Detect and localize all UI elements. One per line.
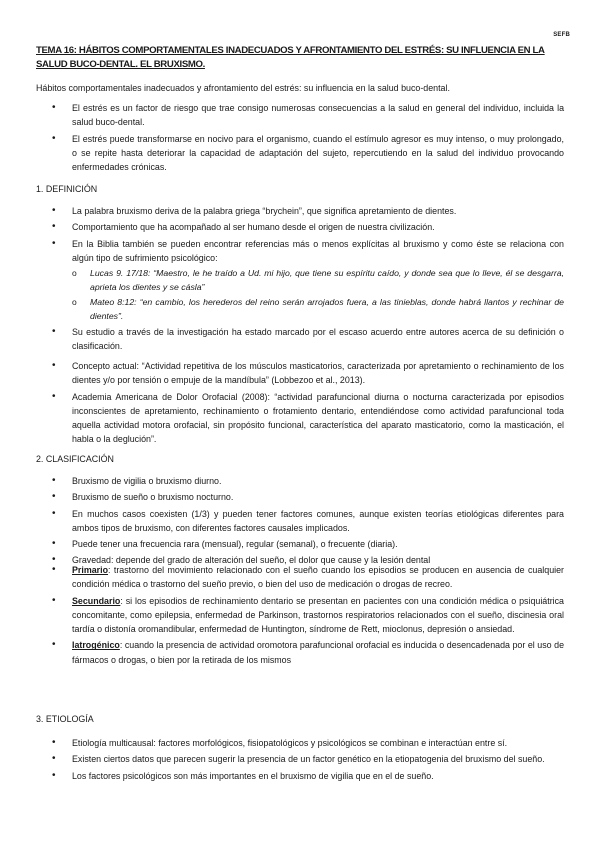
section-heading-definicion: 1. DEFINICIÓN — [36, 184, 98, 194]
list-item — [36, 594, 564, 637]
list-item: • En muchos casos coexisten (1/3) y pueden tener factores comunes, aunque existen teorías etiológicas diferentes para ambos tipos de bruxismo, con diferentes factores causales implicados. — [36, 507, 564, 536]
list-item: • El estrés puede transformarse en nocivo para el organismo, cuando el estímulo agresor es muy intenso, o muy prolongado, o se repite hasta deteriorar la capacidad de adaptación del sujeto, repercutiendo en la salud del individuo provocando enfermedades crónicas. — [36, 132, 564, 175]
section-heading-etiologia: 3. ETIOLOGÍA — [36, 714, 94, 724]
intro-paragraph: Hábitos comportamentales inadecuados y afrontamiento del estrés: su influencia en la salud buco-dental. — [36, 83, 450, 93]
list-item: • Puede tener una frecuencia rara (mensual), regular (semanal), o frecuente (diaria). — [36, 537, 564, 551]
list-item: • Bruxismo de sueño o bruxismo nocturno. — [36, 490, 564, 504]
bruxism-types-list — [36, 563, 564, 669]
type-text: : trastorno del movimiento relacionado con el sueño cuando los episodios se producen en ausencia de cualquier condición médica o trastorno del sueño previo, o bien del uso de medicación o drogas de recreo. — [72, 565, 564, 590]
list-item — [36, 638, 564, 667]
list-item: • Existen ciertos datos que parecen sugerir la presencia de un factor genético en la etiopatogenia del bruxismo del sueño. — [36, 752, 564, 766]
etiologia-bullet-list — [36, 736, 564, 785]
clasificacion-bullet-list — [36, 474, 564, 570]
type-text: : si los episodios de rechinamiento dentario se presentan en pacientes con una condición médica o psiquiátrica concomitante, como epilepsia, enfermedad de Parkinson, trastornos respiratorios relacionados con el sueño, discinesia oral tardía o distonía oromandibular, enfermedad de Huntington, síndrome de Rett, mioclonus, depresión o ansiedad. — [72, 595, 564, 635]
list-item: • Bruxismo de vigilia o bruxismo diurno. — [36, 474, 564, 488]
list-item-text: En la Biblia también se pueden encontrar referencias más o menos explícitas al bruxismo y como éste se relaciona con algún tipo de sufrimiento psicológico: — [72, 238, 564, 263]
list-item: • Gravedad: depende del grado de alteración del sueño, el dolor que cause y la lesión dental — [36, 553, 564, 567]
definicion-bullet-list — [36, 204, 564, 356]
bible-quote-list — [72, 267, 564, 323]
definicion-concepts-list — [36, 359, 564, 449]
list-item: • La palabra bruxismo deriva de la palabra griega “brychein”, que significa apretamiento de dientes. — [36, 204, 564, 218]
list-item: • Concepto actual: “Actividad repetitiva de los músculos masticatorios, caracterizada por apretamiento o rechinamiento de los dientes y/o por tensión o empuje de la mandíbula” (Lobbezoo et al., 2013). — [36, 359, 564, 388]
type-term: Secundario — [72, 595, 121, 606]
document-title: TEMA 16: HÁBITOS COMPORTAMENTALES INADECUADOS Y AFRONTAMIENTO DEL ESTRÉS: SU INFLUENCIA EN LA SALUD BUCO-DENTAL. EL BRUXISMO. — [36, 45, 545, 70]
list-item: • Academia Americana de Dolor Orofacial (2008): “actividad parafuncional diurna o nocturna caracterizada por episodios inconscientes de apretamiento, rechinamiento o frotamiento dentario, entendiéndose como actividad parafuncional toda aquella actividad motora orofacial, sin propósito funcional, característica del aparato masticatorio, como la masticación, el habla o la deglución”. — [36, 390, 564, 447]
bible-quote: o Lucas 9. 17/18: “Maestro, le he traído a Ud. mi hijo, que tiene su espíritu caído, y donde sea que lo lleve, él se desgarra, aprieta los dientes y se cásla” — [72, 267, 564, 294]
header-tag: SEFB — [553, 32, 570, 38]
type-text: : cuando la presencia de actividad oromotora parafuncional orofacial es inducida o desencadenada por el uso de fármacos o drogas, o bien por la retirada de los mismos — [72, 640, 564, 665]
list-item: • Comportamiento que ha acompañado al ser humano desde el origen de nuestra civilización. — [36, 220, 564, 234]
list-item: • Su estudio a través de la investigación ha estado marcado por el escaso acuerdo entre autores acerca de su definición o clasificación. — [36, 325, 564, 354]
intro-bullet-list — [36, 101, 564, 176]
list-item: • Los factores psicológicos son más importantes en el bruxismo de vigilia que en el de sueño. — [36, 769, 564, 783]
list-item: • Etiología multicausal: factores morfológicos, fisiopatológicos y psicológicos se combinan e interactúan entre sí. — [36, 736, 564, 750]
type-term: Primario — [72, 565, 109, 575]
section-heading-clasificacion: 2. CLASIFICACIÓN — [36, 454, 114, 464]
type-term: Iatrogénico — [72, 640, 120, 651]
list-item: • El estrés es un factor de riesgo que trae consigo numerosas consecuencias a la salud en general del individuo, incluida la salud buco-dental. — [36, 101, 564, 130]
list-item — [36, 237, 564, 324]
list-item — [36, 563, 564, 592]
bible-quote: o Mateo 8:12: “en cambio, los herederos del reino serán arrojados fuera, a las tinieblas, donde habrá llantos y rechinar de dientes”. — [72, 296, 564, 323]
